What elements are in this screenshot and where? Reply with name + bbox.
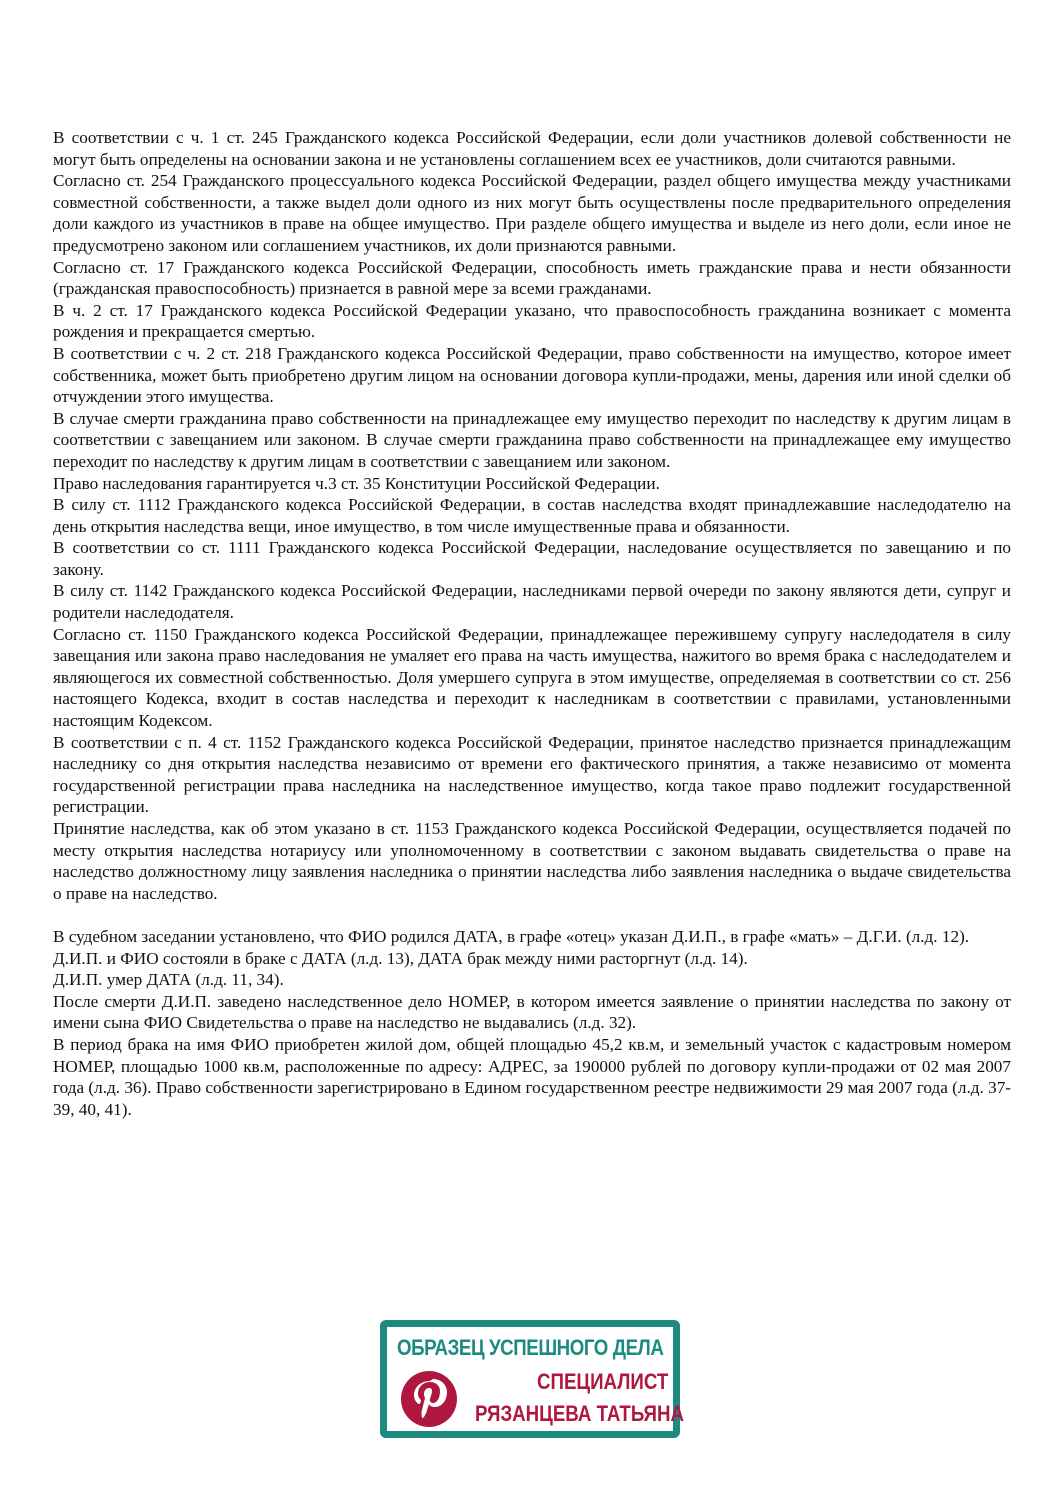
paragraph: Д.И.П. умер ДАТА (л.д. 11, 34). (53, 970, 284, 990)
paragraph: Согласно ст. 1150 Гражданского кодекса Российской Федерации, принадлежащее пережившему супругу наследодателя в силу завещания или закона право наследования не умаляет его права на часть имущества, нажитого во время брака с наследодателем и являющегося их совместной собственностью. Доля умершего супруга в этом имуществе, определяемая в соответствии со ст. 256 настоящего Кодекса, входит в состав наследства и переходит к наследникам в соответствии с правилами, установленными настоящим Кодексом. (53, 624, 1011, 731)
paragraph: После смерти Д.И.П. заведено наследственное дело НОМЕР, в котором имеется заявление о принятии наследства по закону от имени сына ФИО Свидетельства о праве на наследство не выдавались (л.д. 32). (53, 991, 1011, 1033)
stamp-title: ОБРАЗЕЦ УСПЕШНОГО ДЕЛА (397, 1335, 664, 1360)
paragraph: В соответствии с п. 4 ст. 1152 Гражданского кодекса Российской Федерации, принятое наследство признается принадлежащим наследнику со дня открытия наследства независимо от времени его фактического принятия, а также независимо от момента государственной регистрации права наследника на наследственное имущество, когда такое право подлежит государственной регистрации. (53, 732, 1011, 817)
stamp-specialist: СПЕЦИАЛИСТ (537, 1369, 669, 1394)
paragraph: В силу ст. 1142 Гражданского кодекса Российской Федерации, наследниками первой очереди по закону являются дети, супруг и родители наследодателя. (53, 581, 1011, 623)
paragraph: В соответствии с ч. 2 ст. 218 Гражданского кодекса Российской Федерации, право собственности на имущество, которое имеет собственника, может быть приобретено другим лицом на основании договора купли-продажи, мены, дарения или иной сделки об отчуждении этого имущества. (53, 343, 1011, 407)
paragraph: В соответствии со ст. 1111 Гражданского кодекса Российской Федерации, наследование осуществляется по завещанию и по закону. (53, 538, 1011, 579)
paragraph: В соответствии с ч. 1 ст. 245 Гражданского кодекса Российской Федерации, если доли участников долевой собственности не могут быть определены на основании закона и не установлены соглашением всех ее участников, доли считаются равными. (53, 128, 1011, 169)
paragraph: В период брака на имя ФИО приобретен жилой дом, общей площадью 45,2 кв.м, и земельный участок с кадастровым номером НОМЕР, площадью 1000 кв.м, расположенные по адресу: АДРЕС, за 190000 рублей по договору купли-продажи от 02 мая 2007 года (л.д. 36). Право собственности зарегистрировано в Едином государственном реестре недвижимости 29 мая 2007 года (л.д. 37-39, 40, 41). (53, 1034, 1012, 1119)
paragraph: В случае смерти гражданина право собственности на принадлежащее ему имущество переходит по наследству к другим лицам в соответствии с завещанием или законом. В случае смерти гражданина право собственности на принадлежащее ему имущество переходит по наследству к другим лицам в соответствии с завещанием или законом. (53, 408, 1011, 471)
paragraph: В судебном заседании установлено, что ФИО родился ДАТА, в графе «отец» указан Д.И.П., в графе «мать» – Д.Г.И. (л.д. 12). (53, 926, 970, 946)
paragraph: Согласно ст. 17 Гражданского кодекса Российской Федерации, способность иметь гражданские права и нести обязанности (гражданская правоспособность) признается в равной мере за всеми гражданами. (53, 257, 1011, 299)
paragraph: Согласно ст. 254 Гражданского процессуального кодекса Российской Федерации, раздел общего имущества между участниками совместной собственности, а также выдел доли одного из них могут быть осуществлены после предварительного определения доли каждого из участников в праве на общее имущество. При разделе общего имущества и выделе из него доли, если иное не предусмотрено законом или соглашением участников, их доли признаются равными. (53, 171, 1011, 255)
paragraph: Д.И.П. и ФИО состояли в браке с ДАТА (л.д. 13), ДАТА брак между ними расторгнут (л.д. 14). (53, 948, 748, 968)
paragraph: В силу ст. 1112 Гражданского кодекса Российской Федерации, в состав наследства входят принадлежавшие наследодателю на день открытия наследства вещи, иное имущество, в том числе имущественные права и обязанности. (53, 495, 1011, 536)
paragraph: Право наследования гарантируется ч.3 ст. 35 Конституции Российской Федерации. (53, 473, 660, 493)
paragraph: Принятие наследства, как об этом указано в ст. 1153 Гражданского кодекса Российской Федерации, осуществляется подачей по месту открытия наследства нотариусу или уполномоченному в соответствии с законом выдавать свидетельства о праве на наследство должностному лицу заявления наследника о принятии наследства либо заявления наследника о выдаче свидетельства о праве на наследство. (53, 819, 1011, 903)
document-body (53, 127, 1011, 1120)
paragraph: В ч. 2 ст. 17 Гражданского кодекса Российской Федерации указано, что правоспособность гражданина возникает с момента рождения и прекращается смертью. (53, 300, 1011, 342)
stamp-name: РЯЗАНЦЕВА ТАТЬЯНА (475, 1401, 685, 1426)
pinterest-icon (399, 1369, 459, 1429)
sample-case-stamp (380, 1320, 685, 1438)
